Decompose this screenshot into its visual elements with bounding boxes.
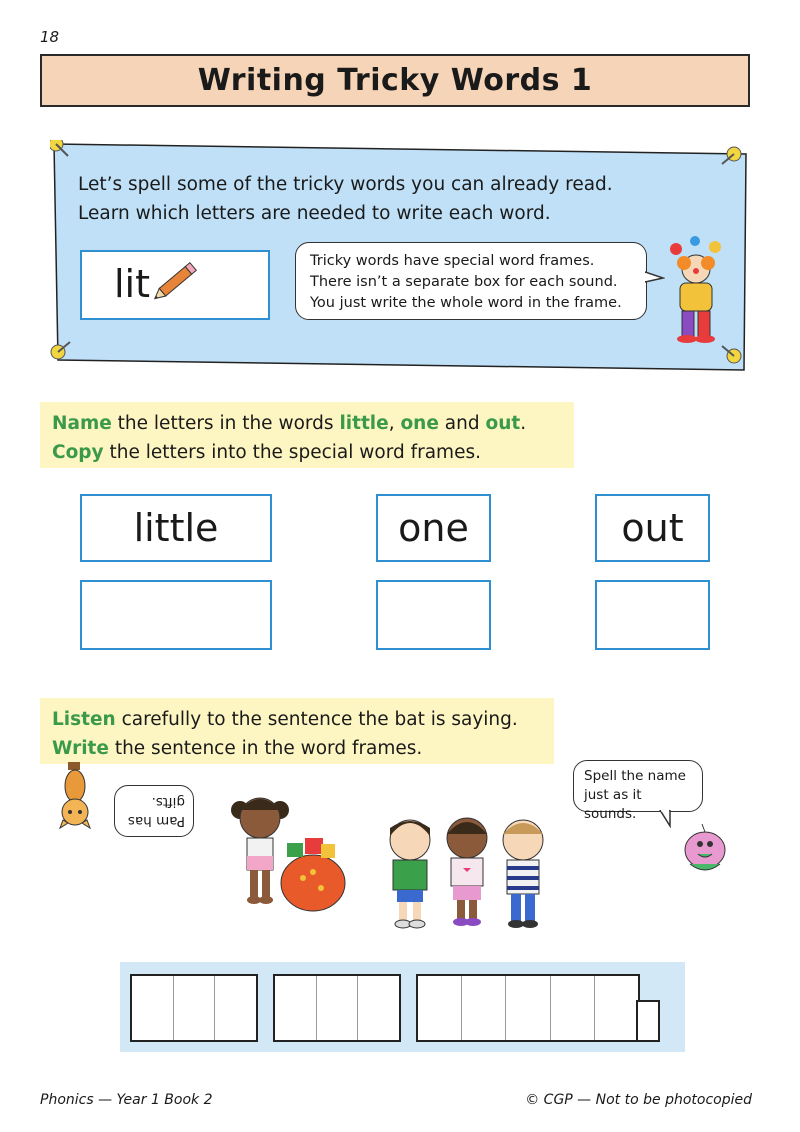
task2-instructions <box>40 698 554 764</box>
keyword-name: Name <box>52 413 112 434</box>
keyword-write: Write <box>52 738 109 759</box>
keyword-out: out <box>485 413 521 434</box>
task1-text: . <box>520 413 527 434</box>
demo-word: lit <box>114 262 151 306</box>
girl-pink-icon <box>447 818 487 926</box>
demo-word-frame <box>80 250 270 320</box>
boy-striped-icon <box>503 820 543 928</box>
girl-with-gifts-icon <box>231 798 345 911</box>
bat-line-1: Pam has <box>127 813 185 829</box>
title-banner <box>40 54 750 107</box>
keyword-one: one <box>400 413 439 434</box>
speech-line-3: You just write the whole word in the frame. <box>310 295 622 311</box>
letter-cell[interactable] <box>595 976 638 1040</box>
bird-line-1: Spell the name <box>584 768 686 784</box>
bird-speech-bubble <box>573 760 703 822</box>
bird-line-2: just as it sounds. <box>584 787 642 822</box>
task1-line-2 <box>52 438 562 467</box>
letter-cell[interactable] <box>418 976 462 1040</box>
intro-line-2: Learn which letters are needed to write each word. <box>78 203 551 224</box>
page-number: 18 <box>40 28 60 46</box>
answer-frame-out[interactable] <box>595 580 710 650</box>
clown-speech-bubble <box>295 242 647 320</box>
boy-green-icon <box>390 820 430 928</box>
page-title: Writing Tricky Words 1 <box>197 63 593 98</box>
keyword-copy: Copy <box>52 442 104 463</box>
letter-cell[interactable] <box>132 976 174 1040</box>
task1-text: , <box>388 413 401 434</box>
speech-line-2: There isn’t a separate box for each sound. <box>310 274 618 290</box>
footer-left: Phonics — Year 1 Book 2 <box>40 1092 213 1108</box>
task2-text: carefully to the sentence the bat is saying. <box>115 709 518 730</box>
task2-text: the sentence in the word frames. <box>108 738 423 759</box>
full-stop-box[interactable] <box>636 1000 660 1042</box>
task1-text: the letters in the words <box>111 413 340 434</box>
letter-cell[interactable] <box>215 976 256 1040</box>
keyword-little: little <box>339 413 389 434</box>
speech-line-1: Tricky words have special word frames. <box>310 253 595 269</box>
word-frame-little: little <box>80 494 272 562</box>
pencil-icon <box>152 258 202 302</box>
letter-cell[interactable] <box>174 976 216 1040</box>
letter-cell[interactable] <box>462 976 506 1040</box>
task1-text: and <box>438 413 486 434</box>
task2-line-2 <box>52 734 542 763</box>
letter-cell[interactable] <box>317 976 359 1040</box>
task2-line-1 <box>52 705 542 734</box>
task1-instructions <box>40 402 574 468</box>
word-frame-2[interactable] <box>273 974 401 1042</box>
letter-cell[interactable] <box>551 976 595 1040</box>
task1-text: the letters into the special word frames. <box>103 442 481 463</box>
bird-icon <box>680 820 730 875</box>
bat-icon <box>58 762 92 830</box>
word-frame-out: out <box>595 494 710 562</box>
keyword-listen: Listen <box>52 709 116 730</box>
word-frame-3[interactable] <box>416 974 640 1042</box>
intro-line-1: Let’s spell some of the tricky words you can already read. <box>78 174 613 195</box>
word-frame-one: one <box>376 494 491 562</box>
task1-line-1 <box>52 409 562 438</box>
intro-text <box>78 170 613 228</box>
children-illustration <box>225 788 560 933</box>
answer-frame-little[interactable] <box>80 580 272 650</box>
bat-line-2: gifts. <box>151 794 185 810</box>
letter-cell[interactable] <box>638 1002 658 1040</box>
letter-cell[interactable] <box>275 976 317 1040</box>
word-frame-1[interactable] <box>130 974 258 1042</box>
bat-speech-bubble <box>114 785 194 837</box>
footer-right: © CGP — Not to be photocopied <box>525 1092 752 1108</box>
letter-cell[interactable] <box>358 976 399 1040</box>
bubble-tail <box>658 810 674 828</box>
letter-cell[interactable] <box>506 976 550 1040</box>
clown-icon <box>660 235 730 345</box>
answer-frame-one[interactable] <box>376 580 491 650</box>
